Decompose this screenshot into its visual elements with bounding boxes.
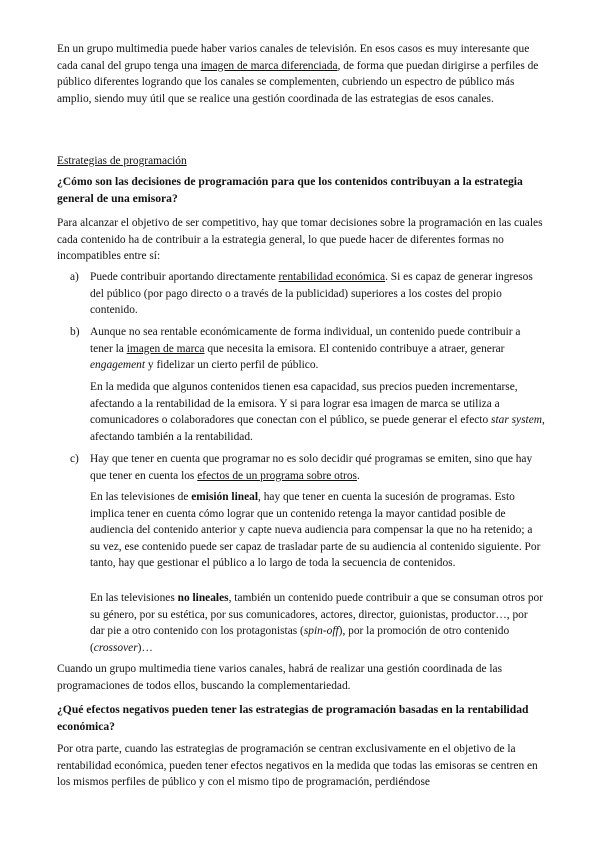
item-b-p2-emphasis: star system xyxy=(491,414,542,427)
item-b-text-mid: que necesita la emisora. El contenido contribuye a atraer, generar xyxy=(204,342,505,355)
paragraph-1: Para alcanzar el objetivo de ser competitivo, hay que tomar decisiones sobre la programación en las cuales cada contenido ha de contribuir a la estrategia general, lo que puede hacer de diferentes formas no incompatibles entre sí: xyxy=(57,217,543,263)
item-c-p2-bold: emisión lineal xyxy=(191,491,258,503)
paragraph-2: Cuando un grupo multimedia tiene varios canales, habrá de realizar una gestión coordinada de las programaciones de todos ellos, buscando la complementariedad. xyxy=(57,663,503,692)
item-b-link-imagen-marca: imagen de marca xyxy=(126,342,205,355)
item-c-p3-emphasis-spinoff: spin-off xyxy=(303,625,339,638)
item-b-text-end: y fidelizar un cierto perfil de público. xyxy=(145,359,319,372)
item-c-p3-bold: no lineales xyxy=(177,592,229,604)
item-b-p2-text-end: , afectando también a la rentabilidad. xyxy=(90,414,545,443)
item-c-paragraph-3 xyxy=(90,590,545,656)
item-a-text-end: . Si es capaz de generar ingresos del público (por pago directo o a través de la publicidad) superiores a los costes del propio contenido. xyxy=(90,271,533,317)
question-1-heading: ¿Cómo son las decisiones de programación para que los contenidos contribuyan a la estrategia general de una emisora? xyxy=(57,175,523,205)
item-b-paragraph-2 xyxy=(90,379,545,445)
item-b-emphasis: engagement xyxy=(90,359,146,372)
item-c-paragraph-2 xyxy=(90,489,545,572)
intro-text: En un grupo multimedia puede haber varios canales de televisión. En esos casos es muy interesante que cada canal del grupo tenga una xyxy=(57,43,530,72)
item-a-label: a) xyxy=(70,271,79,283)
item-c-paragraph xyxy=(90,451,545,484)
item-b-p2-text: En la medida que algunos contenidos tienen esa capacidad, sus precios pueden incrementarse, afectando a la rentabilidad de la emisora. Y si para lograr esa imagen de marca se utiliza a comunicadores o colaboradores que conectan con el público, se puede generar el efecto xyxy=(90,381,518,427)
section-title: Estrategias de programación xyxy=(57,155,187,167)
question-2-heading: ¿Qué efectos negativos pueden tener las estrategias de programación basadas en la rentabilidad económica? xyxy=(57,703,529,733)
paragraph-3: Por otra parte, cuando las estrategias de programación se centran exclusivamente en el objetivo de la rentabilidad económica, pueden tener efectos negativos en la medida que todas las emisoras se centren en los mismos perfiles de público y con el mismo tipo de programación, perdiéndose xyxy=(57,743,538,789)
item-c-p3-text-mid2: ), por la promoción de otro contenido ( xyxy=(90,625,510,654)
item-a-text: Puede contribuir aportando directamente xyxy=(90,271,279,283)
item-c-p3-text: En las televisiones xyxy=(90,592,178,604)
item-c-label: c) xyxy=(70,453,79,465)
item-b-label: b) xyxy=(70,326,80,338)
item-c-text-end: . xyxy=(356,469,360,482)
item-c-link-efectos: efectos de un programa sobre otros xyxy=(197,469,357,482)
intro-paragraph xyxy=(57,41,545,107)
item-c-p3-text-mid: , también un contenido puede contribuir a que se consuman otros por su género, por su estética, por sus comunicadores, actores, director, guionistas, productor…, por dar pie a otro contenido con los protagonistas ( xyxy=(90,592,544,638)
item-a-paragraph xyxy=(90,269,545,319)
item-c-p3-emphasis-crossover: crossover xyxy=(93,641,138,654)
item-b-text: Aunque no sea rentable económicamente de forma individual, un contenido puede contribuir a tener la xyxy=(90,326,521,355)
item-c-p2-text-end: , hay que tener en cuenta la sucesión de programas. Esto implica tener en cuenta cómo lograr que un contenido retenga la mayor cantidad posible de audiencia del contenido anterior y capte nueva audiencia para compensar la que no ha retenido; a su vez, ese contenido puede ser capaz de trasladar parte de su audiencia al contenido siguiente. Por tanto, hay que gestionar el público a lo largo de toda la secuencia de contenidos. xyxy=(90,491,541,570)
intro-text-end: , de forma que puedan dirigirse a perfiles de público diferentes logrando que los canales se complementen, cubriendo un espectro de público más amplio, siendo muy útil que se realice una gestión coordinada de las estrategias de esos canales. xyxy=(57,59,539,105)
item-a-link-rentabilidad: rentabilidad económica xyxy=(278,271,386,283)
item-b-paragraph xyxy=(90,324,545,374)
item-c-p2-text: En las televisiones de xyxy=(90,491,192,503)
item-c-p3-text-end: )… xyxy=(137,641,153,654)
intro-link-imagen-marca: imagen de marca diferenciada xyxy=(200,59,338,72)
item-c-text: Hay que tener en cuenta que programar no es solo decidir qué programas se emiten, sino que hay que tener en cuenta los xyxy=(90,453,533,482)
